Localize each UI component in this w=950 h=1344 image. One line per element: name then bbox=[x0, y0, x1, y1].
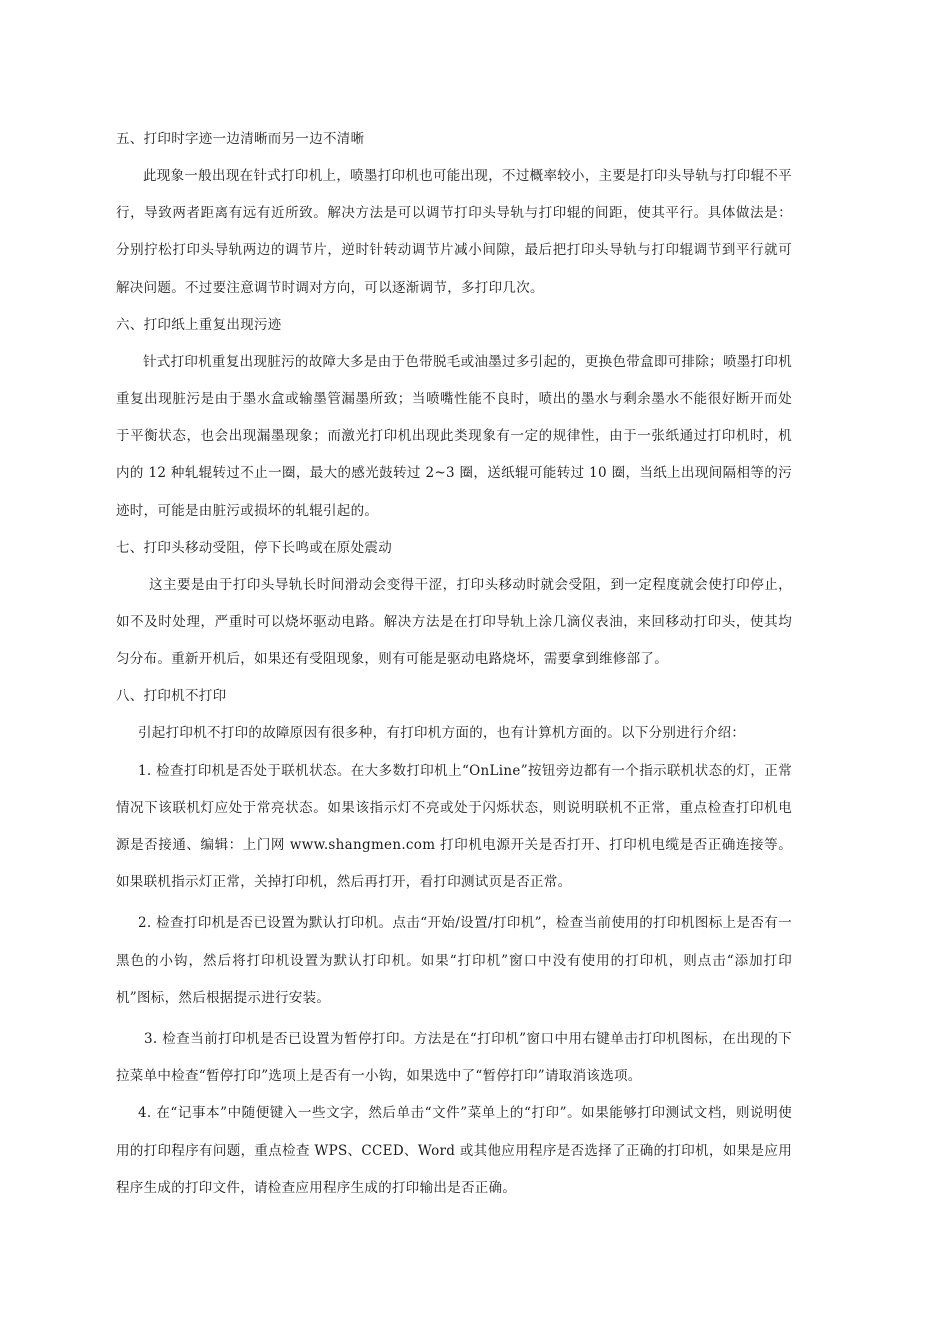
section-heading-7: 七、打印头移动受阻，停下长鸣或在原处震动 bbox=[116, 539, 392, 556]
section-heading-8: 八、打印机不打印 bbox=[116, 688, 227, 705]
section-8-item-4: 4. 在“记事本”中随便键入一些文字，然后单击“文件”菜单上的“打印”。如果能够打印测试文档，则说明使用的打印程序有问题，重点检查 WPS、CCED、Word 或其他应用程序是否选择了正确的打印机，如果是应用程序生成的打印文件，请检查应用程序生成的打印输出是否正确。 bbox=[116, 1105, 792, 1196]
section-7-paragraph: 这主要是由于打印头导轨长时间滑动会变得干涩，打印头移动时就会受阻，到一定程度就会使打印停止，如不及时处理，严重时可以烧坏驱动电路。解决方法是在打印导轨上涂几滴仪表油，来回移动打印头，使其均匀分布。重新开机后，如果还有受阻现象，则有可能是驱动电路烧坏，需要拿到维修部了。 bbox=[116, 576, 792, 668]
section-8-intro: 引起打印机不打印的故障原因有很多种，有打印机方面的，也有计算机方面的。以下分别进行介绍： bbox=[138, 725, 746, 742]
section-6-paragraph: 针式打印机重复出现脏污的故障大多是由于色带脱毛或油墨过多引起的，更换色带盒即可排除；喷墨打印机重复出现脏污是由于墨水盒或输墨管漏墨所致；当喷嘴性能不良时，喷出的墨水与剩余墨水不能很好断开而处于平衡状态，也会出现漏墨现象；而激光打印机出现此类现象有一定的规律性，由于一张纸通过打印机时，机内的 12 种轧辊转过不止一圈，最大的感光鼓转过 2~3 圈，送纸辊可能转过 10 圈，当纸上出现间隔相等的污迹时，可能是由脏污或损坏的轧辊引起的。 bbox=[116, 353, 792, 519]
section-8-item-3: 3. 检查当前打印机是否已设置为暂停打印。方法是在“打印机”窗口中用右键单击打印机图标，在出现的下拉菜单中检查“暂停打印”选项上是否有一小钩，如果选中了“暂停打印”请取消该选项。 bbox=[116, 1031, 792, 1085]
section-8-item-1: 1. 检查打印机是否处于联机状态。在大多数打印机上“OnLine”按钮旁边都有一个指示联机状态的灯，正常情况下该联机灯应处于常亮状态。如果该指示灯不亮或处于闪烁状态，则说明联机不正常，重点检查打印机电源是否接通、编辑：上门网 www.shangmen.com 打印机电源开关是否打开、打印机电缆是否正确连接等。如果联机指示灯正常，关掉打印机，然后再打开，看打印测试页是否正常。 bbox=[116, 762, 792, 891]
document-body bbox=[116, 121, 792, 1207]
section-heading-5: 五、打印时字迹一边清晰而另一边不清晰 bbox=[116, 131, 365, 147]
section-5-paragraph: 此现象一般出现在针式打印机上，喷墨打印机也可能出现，不过概率较小，主要是打印头导轨与打印辊不平行，导致两者距离有远有近所致。解决方法是可以调节打印头导轨与打印辊的间距，使其平行。具体做法是：分别拧松打印头导轨两边的调节片，逆时针转动调节片减小间隙，最后把打印头导轨与打印辊调节到平行就可解决问题。不过要注意调节时调对方向，可以逐渐调节，多打印几次。 bbox=[116, 168, 792, 296]
section-heading-6: 六、打印纸上重复出现污迹 bbox=[116, 316, 282, 333]
section-8-item-2: 2. 检查打印机是否已设置为默认打印机。点击“开始/设置/打印机”，检查当前使用的打印机图标上是否有一黑色的小钩，然后将打印机设置为默认打印机。如果“打印机”窗口中没有使用的打印机，则点击“添加打印机”图标，然后根据提示进行安装。 bbox=[116, 915, 792, 1006]
